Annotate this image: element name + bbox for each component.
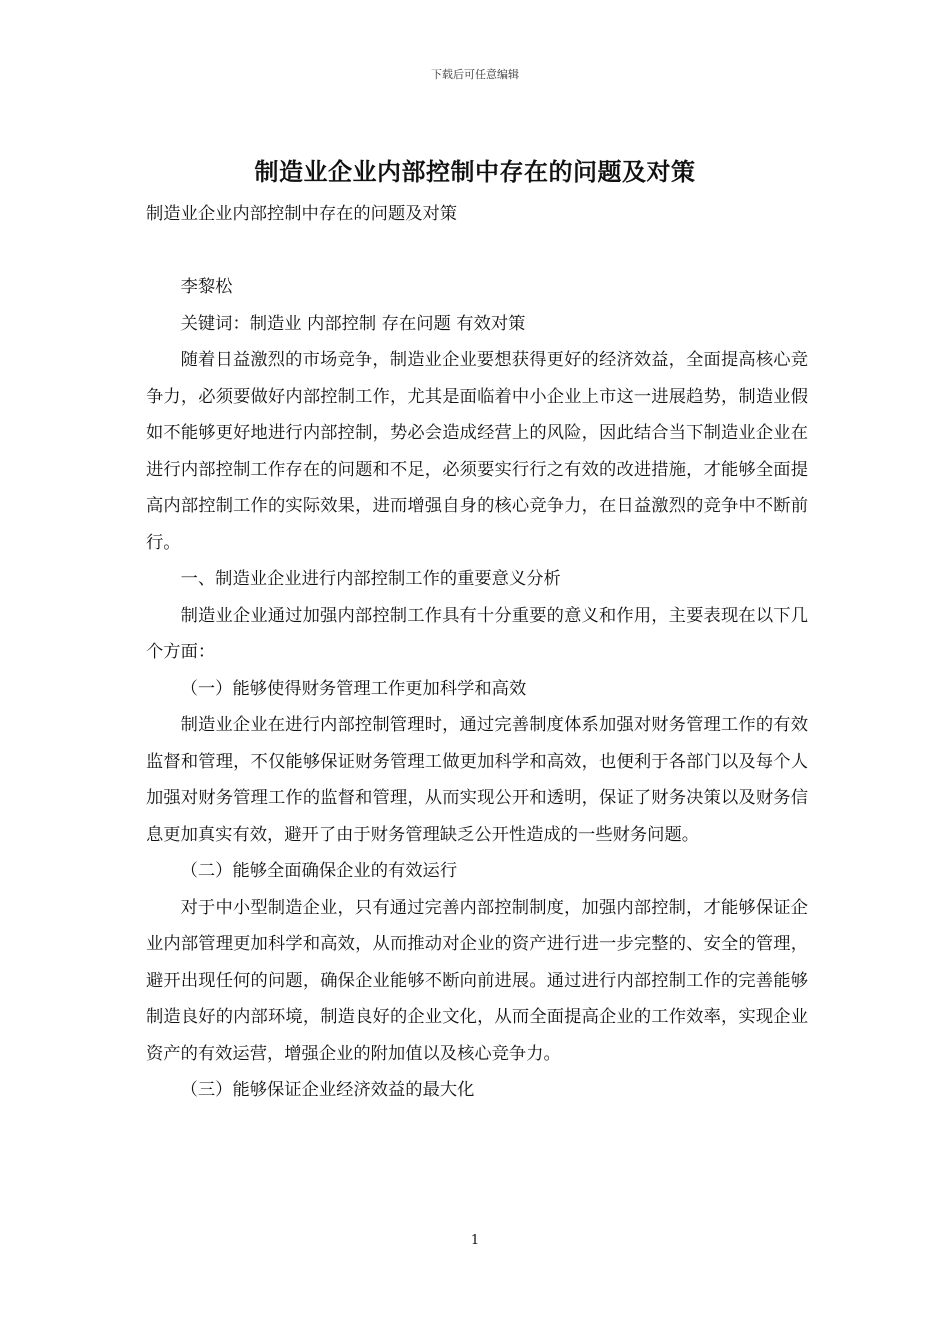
- paragraph-intro: 随着日益激烈的市场竞争，制造业企业要想获得更好的经济效益，全面提高核心竞争力，必须要做好内部控制工作，尤其是面临着中小企业上市这一进展趋势，制造业假如不能够更好地进行内部控制，势必会造成经营上的风险，因此结合当下制造业企业在进行内部控制工作存在的问题和不足，必须要实行行之有效的改进措施，才能够全面提高内部控制工作的实际效果，进而增强自身的核心竞争力，在日益激烈的竞争中不断前行。: [146, 350, 808, 553]
- paragraph-section-1: 制造业企业通过加强内部控制工作具有十分重要的意义和作用，主要表现在以下几个方面：: [146, 605, 808, 662]
- page-number: 1: [470, 1233, 480, 1248]
- document-title: 制造业企业内部控制中存在的问题及对策: [254, 157, 696, 186]
- document-body: [146, 196, 808, 1109]
- author-name: 李黎松: [180, 277, 233, 297]
- document-subtitle: 制造业企业内部控制中存在的问题及对策: [146, 204, 458, 224]
- keywords-line: 关键词：制造业 内部控制 存在问题 有效对策: [180, 313, 526, 334]
- paragraph-subsection-1: 制造业企业在进行内部控制管理时，通过完善制度体系加强对财务管理工作的有效监督和管理，不仅能够保证财务管理工做更加科学和高效，也便利于各部门以及每个人加强对财务管理工作的监督和管理，从而实现公开和透明，保证了财务决策以及财务信息更加真实有效，避开了由于财务管理缺乏公开性造成的一些财务问题。: [146, 715, 808, 845]
- subsection-heading-3: （三）能够保证企业经济效益的最大化: [180, 1080, 475, 1100]
- section-heading-1: 一、制造业企业进行内部控制工作的重要意义分析: [180, 569, 561, 589]
- paragraph-subsection-2: 对于中小型制造企业，只有通过完善内部控制制度，加强内部控制，才能够保证企业内部管理更加科学和高效，从而推动对企业的资产进行进一步完整的、安全的管理，避开出现任何的问题，确保企业能够不断向前进展。通过进行内部控制工作的完善能够制造良好的内部环境，制造良好的企业文化，从而全面提高企业的工作效率，实现企业资产的有效运营，增强企业的附加值以及核心竞争力。: [146, 897, 808, 1064]
- subsection-heading-2: （二）能够全面确保企业的有效运行: [180, 861, 458, 881]
- subsection-heading-1: （一）能够使得财务管理工作更加科学和高效: [180, 678, 527, 699]
- header-note: 下载后可任意编辑: [431, 68, 519, 81]
- blank-line: [146, 233, 808, 270]
